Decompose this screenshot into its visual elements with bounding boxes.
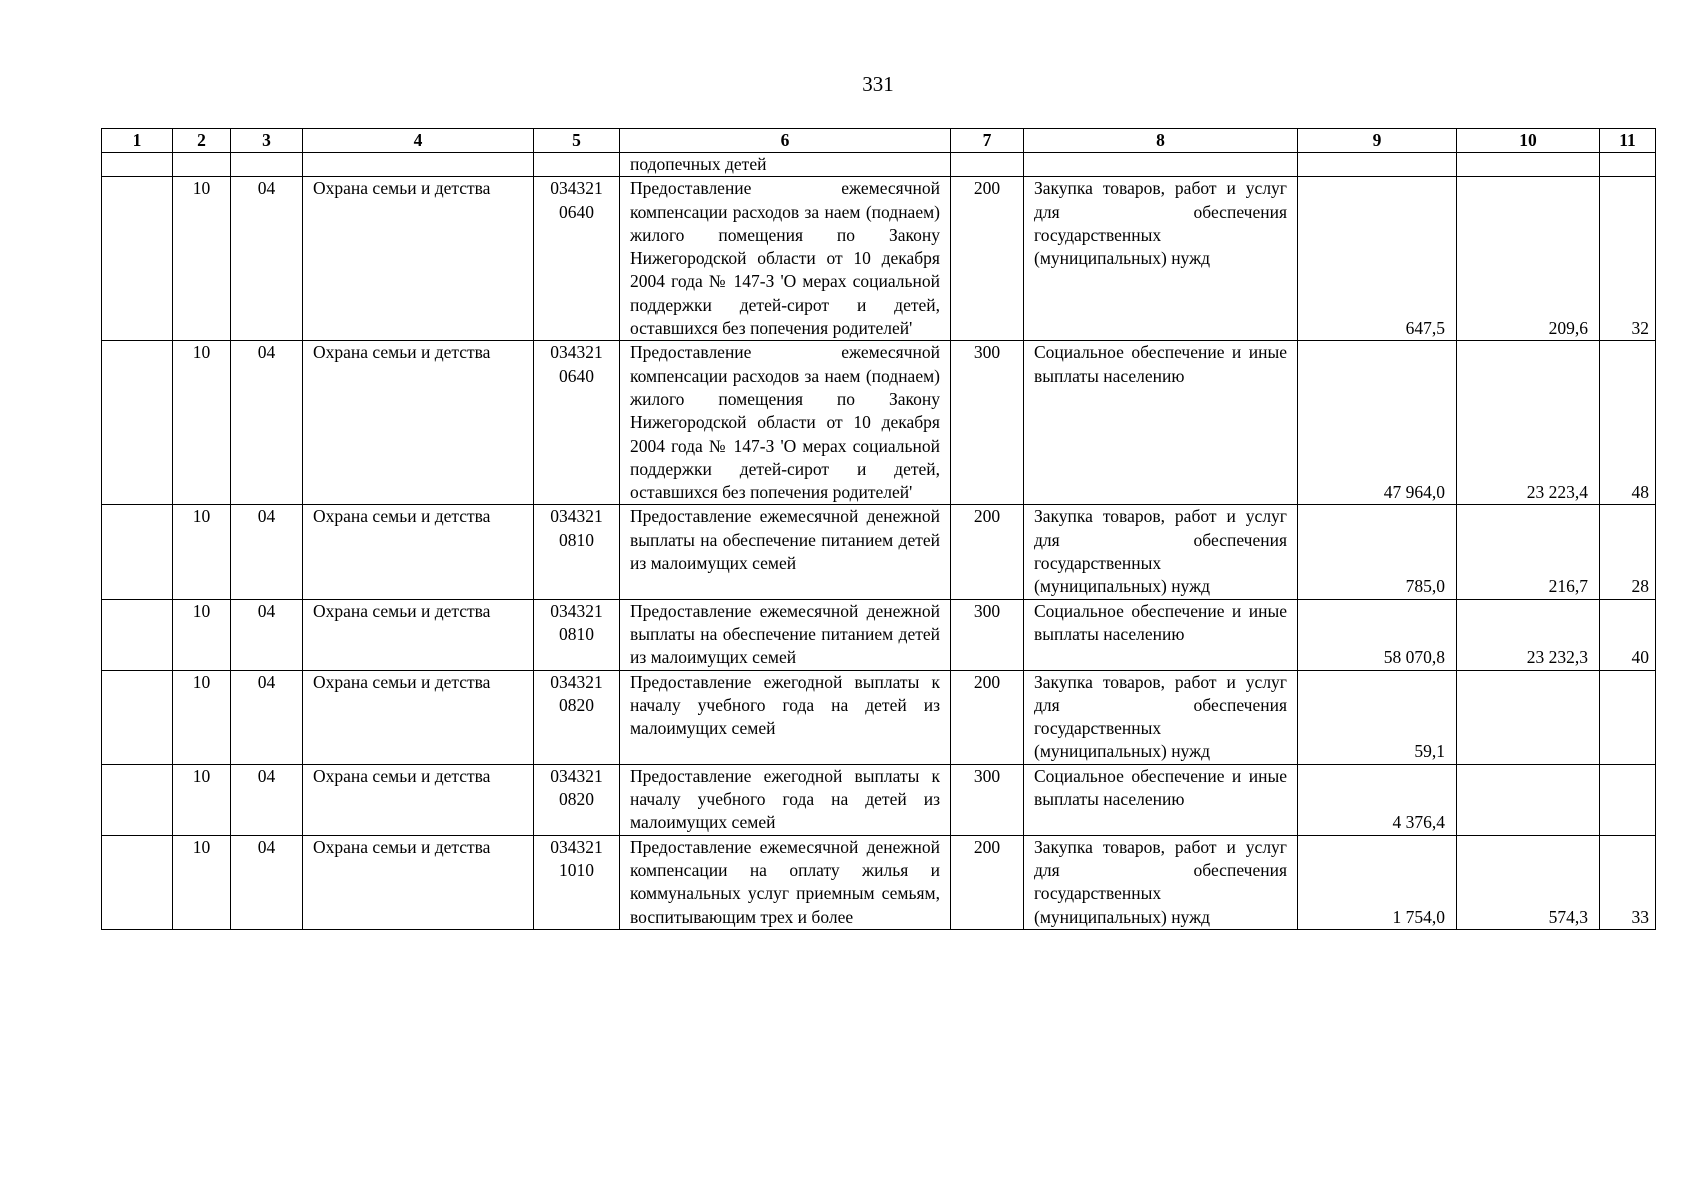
cell-expense-type-name: Закупка товаров, работ и услуг для обеспечения государственных (муниципальных) нужд <box>1024 505 1298 599</box>
header-cell-5: 5 <box>534 129 620 153</box>
cell-expense-type-name: Социальное обеспечение и иные выплаты населению <box>1024 764 1298 835</box>
cell-target-code: 034321 0640 <box>534 177 620 341</box>
cell-amount-10: 209,6 <box>1457 177 1600 341</box>
cell-subsection-name: Охрана семьи и детства <box>303 599 534 670</box>
cell <box>1298 153 1457 177</box>
cell-description: Предоставление ежемесячной денежной выплаты на обеспечение питанием детей из малоимущих семей <box>620 599 951 670</box>
cell-amount-9: 785,0 <box>1298 505 1457 599</box>
cell-subsection: 04 <box>231 670 303 764</box>
table-row <box>102 505 1656 599</box>
cell-expense-type-name: Закупка товаров, работ и услуг для обеспечения государственных (муниципальных) нужд <box>1024 670 1298 764</box>
cell-expense-type: 200 <box>951 177 1024 341</box>
cell-amount-9: 4 376,4 <box>1298 764 1457 835</box>
table-row <box>102 835 1656 929</box>
cell-expense-type-name: Социальное обеспечение и иные выплаты населению <box>1024 599 1298 670</box>
header-cell-2: 2 <box>173 129 231 153</box>
table-row <box>102 177 1656 341</box>
cont-description: подопечных детей <box>620 153 951 177</box>
cell-target-code: 034321 0810 <box>534 599 620 670</box>
cell-subsection: 04 <box>231 599 303 670</box>
cell-subsection-name: Охрана семьи и детства <box>303 835 534 929</box>
cell-description: Предоставление ежемесячной компенсации расходов за наем (поднаем) жилого помещения по Закону Нижегородской области от 10 декабря 2004 года № 147-З 'О мерах социальной поддержки детей-сирот и детей, оставшихся без попечения родителей' <box>620 177 951 341</box>
budget-table <box>101 128 1656 930</box>
cell-amount-9: 58 070,8 <box>1298 599 1457 670</box>
cell-amount-9: 647,5 <box>1298 177 1457 341</box>
cell-expense-type-name: Социальное обеспечение и иные выплаты населению <box>1024 341 1298 505</box>
cell-section: 10 <box>173 599 231 670</box>
cell-section: 10 <box>173 341 231 505</box>
cell-percent-11: 48 <box>1600 341 1656 505</box>
cell-subsection-name: Охрана семьи и детства <box>303 505 534 599</box>
cell-col1 <box>102 341 173 505</box>
table-row <box>102 670 1656 764</box>
cell-subsection: 04 <box>231 341 303 505</box>
header-cell-7: 7 <box>951 129 1024 153</box>
cell-description: Предоставление ежемесячной денежной выплаты на обеспечение питанием детей из малоимущих семей <box>620 505 951 599</box>
table-row <box>102 599 1656 670</box>
cell-expense-type: 200 <box>951 670 1024 764</box>
header-cell-9: 9 <box>1298 129 1457 153</box>
header-cell-10: 10 <box>1457 129 1600 153</box>
cell <box>231 153 303 177</box>
cell-subsection-name: Охрана семьи и детства <box>303 670 534 764</box>
cell-subsection-name: Охрана семьи и детства <box>303 764 534 835</box>
cell-subsection-name: Охрана семьи и детства <box>303 177 534 341</box>
cell-expense-type: 300 <box>951 599 1024 670</box>
cell-subsection: 04 <box>231 764 303 835</box>
cell-col1 <box>102 670 173 764</box>
cell-amount-10 <box>1457 670 1600 764</box>
cell <box>534 153 620 177</box>
table-body <box>102 153 1656 930</box>
cell-expense-type-name: Закупка товаров, работ и услуг для обеспечения государственных (муниципальных) нужд <box>1024 835 1298 929</box>
cell-amount-10: 23 232,3 <box>1457 599 1600 670</box>
cell-subsection: 04 <box>231 177 303 341</box>
cell-percent-11 <box>1600 764 1656 835</box>
cell-target-code: 034321 0820 <box>534 670 620 764</box>
header-cell-4: 4 <box>303 129 534 153</box>
cell-section: 10 <box>173 505 231 599</box>
cell-expense-type: 200 <box>951 835 1024 929</box>
cell-amount-10 <box>1457 764 1600 835</box>
cell-amount-10: 23 223,4 <box>1457 341 1600 505</box>
cell-col1 <box>102 764 173 835</box>
cell-section: 10 <box>173 835 231 929</box>
header-cell-6: 6 <box>620 129 951 153</box>
table-row <box>102 764 1656 835</box>
cell <box>102 153 173 177</box>
header-cell-3: 3 <box>231 129 303 153</box>
cell-col1 <box>102 835 173 929</box>
header-cell-8: 8 <box>1024 129 1298 153</box>
cell-col1 <box>102 599 173 670</box>
header-cell-1: 1 <box>102 129 173 153</box>
cell-expense-type: 300 <box>951 341 1024 505</box>
continuation-row <box>102 153 1656 177</box>
cell-expense-type-name: Закупка товаров, работ и услуг для обеспечения государственных (муниципальных) нужд <box>1024 177 1298 341</box>
cell-description: Предоставление ежемесячной компенсации расходов за наем (поднаем) жилого помещения по Закону Нижегородской области от 10 декабря 2004 года № 147-З 'О мерах социальной поддержки детей-сирот и детей, оставшихся без попечения родителей' <box>620 341 951 505</box>
cell-amount-9: 1 754,0 <box>1298 835 1457 929</box>
cell <box>1600 153 1656 177</box>
budget-table-container <box>101 128 1655 930</box>
cell-subsection: 04 <box>231 835 303 929</box>
cell-amount-10: 574,3 <box>1457 835 1600 929</box>
cell <box>173 153 231 177</box>
cell <box>951 153 1024 177</box>
cell-description: Предоставление ежемесячной денежной компенсации на оплату жилья и коммунальных услуг приемным семьям, воспитывающим трех и более <box>620 835 951 929</box>
page-number: 331 <box>862 72 894 96</box>
cell <box>1457 153 1600 177</box>
cell-amount-9: 59,1 <box>1298 670 1457 764</box>
cell-percent-11: 40 <box>1600 599 1656 670</box>
header-cell-11: 11 <box>1600 129 1656 153</box>
cell-section: 10 <box>173 764 231 835</box>
cell-expense-type: 200 <box>951 505 1024 599</box>
cell-percent-11 <box>1600 670 1656 764</box>
cell-col1 <box>102 177 173 341</box>
cell-target-code: 034321 0820 <box>534 764 620 835</box>
cell-description: Предоставление ежегодной выплаты к началу учебного года на детей из малоимущих семей <box>620 764 951 835</box>
cell-subsection: 04 <box>231 505 303 599</box>
header-row <box>102 129 1656 153</box>
cell-description: Предоставление ежегодной выплаты к началу учебного года на детей из малоимущих семей <box>620 670 951 764</box>
cell-amount-10: 216,7 <box>1457 505 1600 599</box>
table-row <box>102 341 1656 505</box>
cell-col1 <box>102 505 173 599</box>
cell-target-code: 034321 0640 <box>534 341 620 505</box>
cell-percent-11: 33 <box>1600 835 1656 929</box>
cell-target-code: 034321 0810 <box>534 505 620 599</box>
cell-section: 10 <box>173 670 231 764</box>
cell-expense-type: 300 <box>951 764 1024 835</box>
cell <box>1024 153 1298 177</box>
cell <box>303 153 534 177</box>
cell-subsection-name: Охрана семьи и детства <box>303 341 534 505</box>
cell-section: 10 <box>173 177 231 341</box>
cell-target-code: 034321 1010 <box>534 835 620 929</box>
cell-percent-11: 32 <box>1600 177 1656 341</box>
cell-amount-9: 47 964,0 <box>1298 341 1457 505</box>
cell-percent-11: 28 <box>1600 505 1656 599</box>
